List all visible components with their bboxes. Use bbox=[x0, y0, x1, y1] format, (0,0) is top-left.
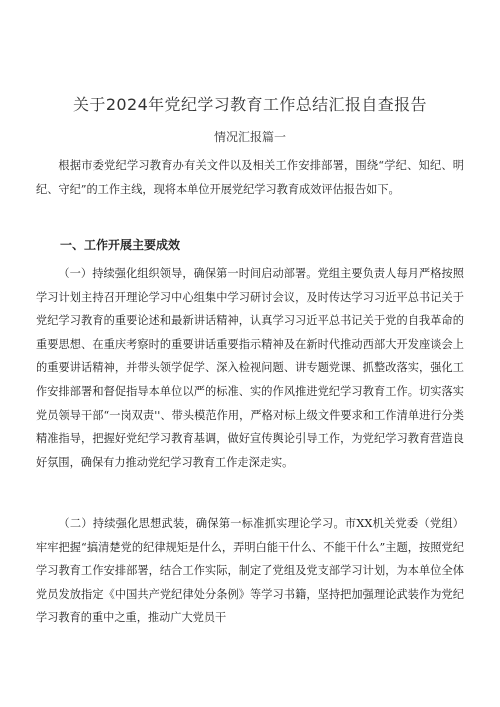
body-paragraph-1: （一）持续强化组织领导，确保第一时间启动部署。党组主要负责人每月严格按照学习计划主持召开理论学习中心组集中学习研讨会议，及时传达学习习近平总书记关于党纪学习教育的重要论述和最新讲话精神，认真学习习近平总书记关于党的自我革命的重要思想、在重庆考察时的重要讲话重要指示精神及在新时代推动西部大开发座谈会上的重要讲话精神，并带头领学促学、深入检视问题、讲专题党课、抓整改落实，强化工作安排部署和督促指导本单位以严的标准、实的作风推进党纪学习教育工作。切实落实党员领导干部“一岗双责''、带头模范作用，严格对标上级文件要求和工作清单进行分类精准指导，把握好党纪学习教育基调，做好宣传舆论引导工作，为党纪学习教育营造良好氛围，确保有力推动党纪学习教育工作走深走实。 bbox=[36, 267, 464, 469]
intro-paragraph: 根据市委党纪学习教育办有关文件以及相关工作安排部署，围绕“学纪、知纪、明纪、守纪”的工作主线，现将本单位开展党纪学习教育成效评估报告如下。 bbox=[36, 159, 464, 196]
section-heading: 一、工作开展主要成效 bbox=[60, 238, 181, 252]
document-subtitle: 情况汇报篇一 bbox=[213, 130, 286, 144]
body-paragraph-2: （二）持续强化思想武装，确保第一标准抓实理论学习。市XX机关党委（党组）牢牢把握“搞清楚党的纪律规矩是什么，弄明白能干什么、不能干什么”主题，按照党纪学习教育工作安排部署，结合工作实际，制定了党组及党支部学习计划，为本单位全体党员发放指定《中国共产党纪律处分条例》等学习书籍，坚持把加强理论武装作为党纪学习教育的重中之重，推动广大党员干 bbox=[36, 517, 464, 625]
document-title: 关于2024年党纪学习教育工作总结汇报自查报告 bbox=[73, 95, 427, 114]
